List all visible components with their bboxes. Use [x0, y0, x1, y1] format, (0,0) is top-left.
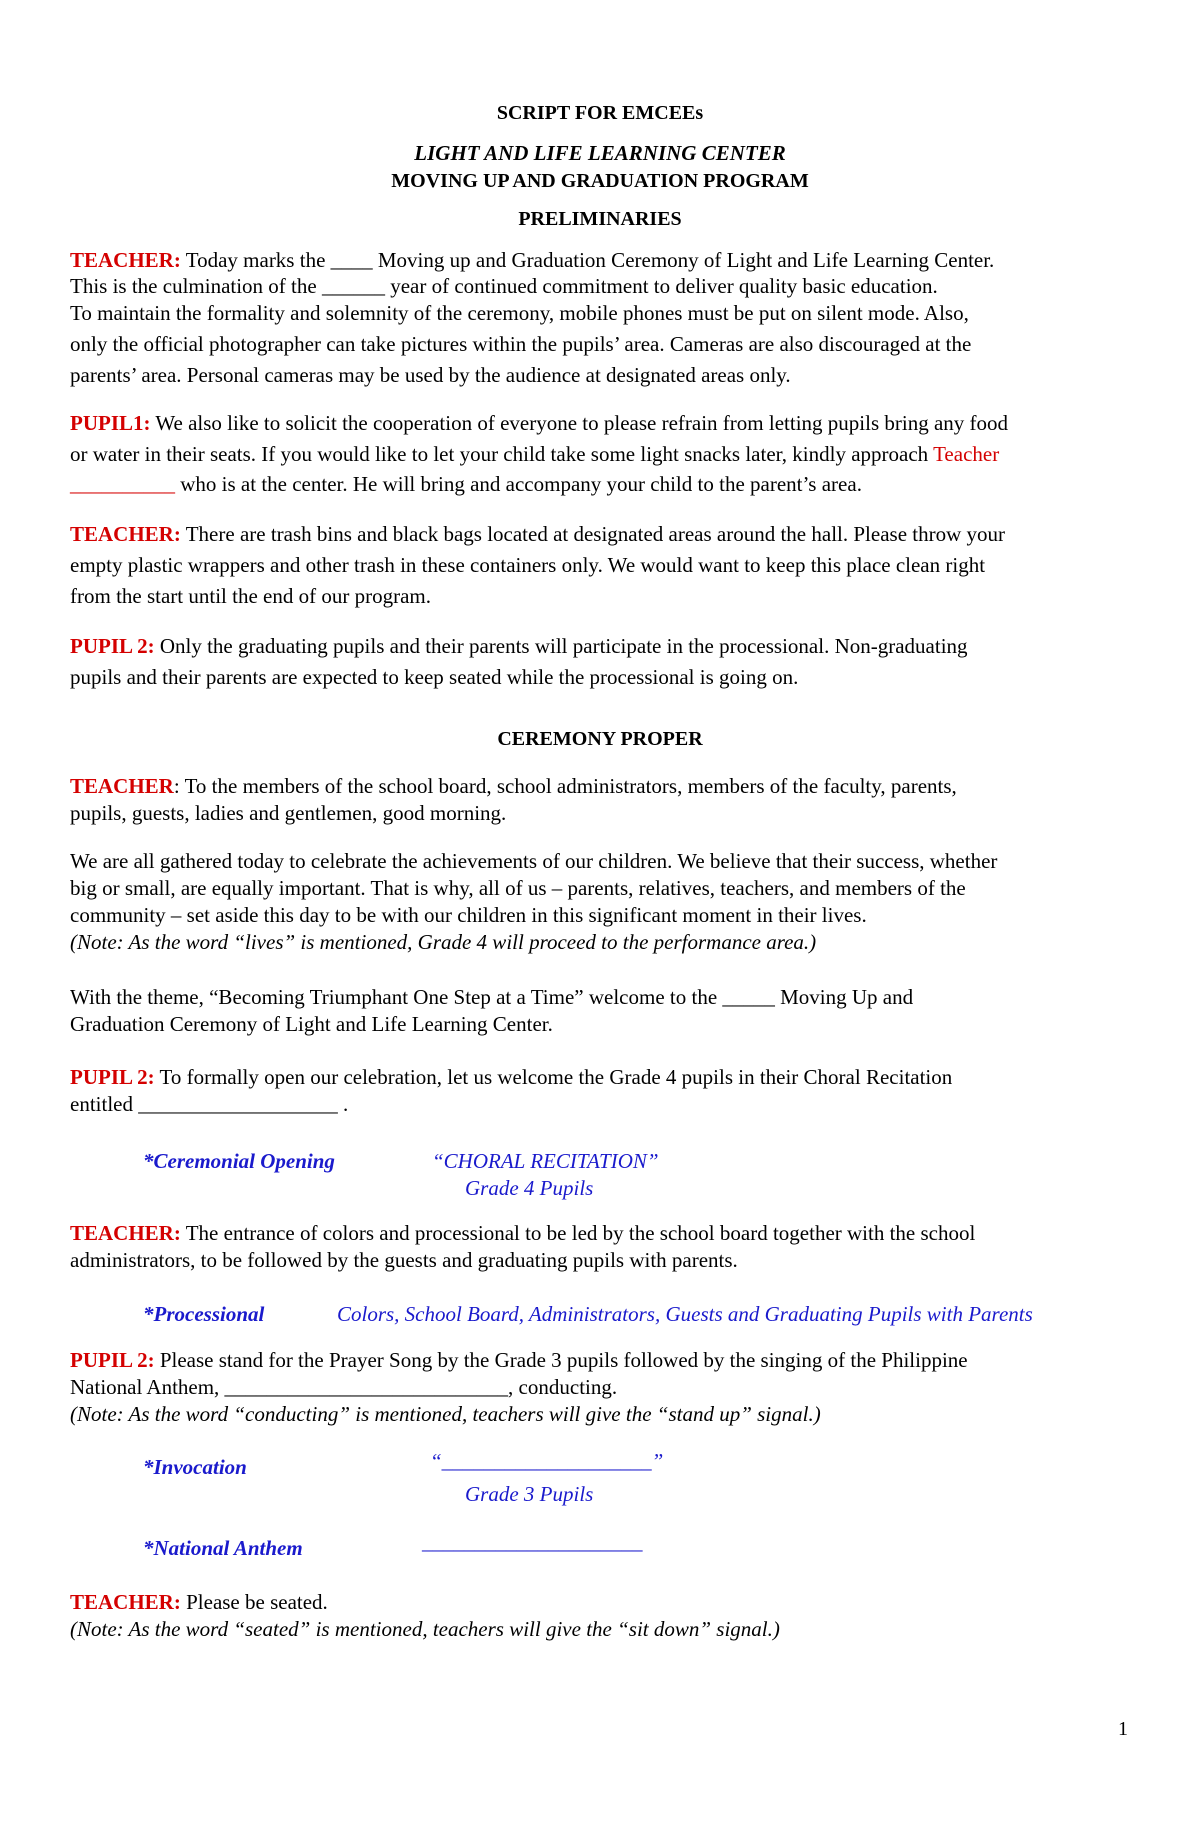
program-item-detail: Colors, School Board, Administrators, Guests and Graduating Pupils with Parents [337, 1302, 1033, 1326]
paragraph-line: TEACHER: To the members of the school board, school administrators, members of the faculty, parents, [70, 774, 957, 798]
speaker-label: TEACHER: [70, 1590, 181, 1614]
program-item-label: *Processional [143, 1302, 265, 1326]
stage-note: (Note: As the word “conducting” is mentioned, teachers will give the “stand up” signal.) [70, 1402, 821, 1426]
speaker-label: TEACHER: [70, 522, 181, 546]
paragraph-line: __________ who is at the center. He will bring and accompany your child to the parent’s area. [70, 472, 862, 496]
paragraph-line: PUPIL 2: Please stand for the Prayer Song by the Grade 3 pupils followed by the singing of the Philippine [70, 1348, 968, 1372]
speaker-label: TEACHER: [70, 248, 181, 272]
school-name: LIGHT AND LIFE LEARNING CENTER [414, 141, 786, 165]
paragraph-line: TEACHER: Please be seated. [70, 1590, 328, 1614]
paragraph-line: TEACHER: The entrance of colors and processional to be led by the school board together with the school [70, 1221, 976, 1245]
paragraph-line: This is the culmination of the ______ year of continued commitment to deliver quality basic education. [70, 274, 938, 298]
program-item-title: “CHORAL RECITATION” [432, 1149, 659, 1173]
program-item-blank: _____________________ [422, 1530, 643, 1554]
speaker-label: TEACHER: [70, 1221, 181, 1245]
paragraph-line: With the theme, “Becoming Triumphant One Step at a Time” welcome to the _____ Moving Up and [70, 985, 914, 1009]
paragraph-line: or water in their seats. If you would like to let your child take some light snacks later, kindly approach Teacher [70, 442, 1000, 466]
program-item-label: *National Anthem [143, 1536, 303, 1560]
paragraph-line: PUPIL1: We also like to solicit the cooperation of everyone to please refrain from letting pupils bring any food [70, 411, 1009, 435]
paragraph-line: PUPIL 2: Only the graduating pupils and their parents will participate in the processional. Non-graduating [70, 634, 968, 658]
speaker-label: PUPIL 2: [70, 1065, 155, 1089]
program-item-title: “____________________” [430, 1449, 664, 1473]
paragraph-line: To maintain the formality and solemnity of the ceremony, mobile phones must be put on silent mode. Also, [70, 301, 969, 325]
paragraph-line: empty plastic wrappers and other trash in these containers only. We would want to keep this place clean right [70, 553, 986, 577]
paragraph-line: Graduation Ceremony of Light and Life Learning Center. [70, 1012, 553, 1036]
paragraph-line: administrators, to be followed by the guests and graduating pupils with parents. [70, 1248, 738, 1272]
paragraph-line: from the start until the end of our program. [70, 584, 431, 608]
preliminaries-heading: PRELIMINARIES [518, 208, 682, 230]
paragraph-line: big or small, are equally important. That is why, all of us – parents, relatives, teachers, and members of the [70, 876, 966, 900]
speaker-label: PUPIL 2: [70, 1348, 155, 1372]
paragraph-line: We are all gathered today to celebrate the achievements of our children. We believe that their success, whether [70, 849, 998, 873]
paragraph-line: TEACHER: There are trash bins and black bags located at designated areas around the hall. Please throw your [70, 522, 1006, 546]
program-item-label: *Invocation [143, 1455, 247, 1479]
paragraph-line: pupils and their parents are expected to keep seated while the processional is going on. [70, 665, 799, 689]
program-item-performer: Grade 4 Pupils [465, 1176, 594, 1200]
script-title: SCRIPT FOR EMCEEs [496, 102, 704, 124]
paragraph-line: parents’ area. Personal cameras may be used by the audience at designated areas only. [70, 363, 791, 387]
page-number: 1 [1118, 1718, 1128, 1740]
paragraph-line: entitled ___________________ . [70, 1092, 349, 1116]
program-item-label: *Ceremonial Opening [143, 1149, 335, 1173]
paragraph-line: only the official photographer can take pictures within the pupils’ area. Cameras are also discouraged at the [70, 332, 972, 356]
speaker-label: PUPIL 2: [70, 634, 155, 658]
speaker-label: PUPIL1: [70, 411, 151, 435]
paragraph-line: pupils, guests, ladies and gentlemen, good morning. [70, 801, 507, 825]
program-name: MOVING UP AND GRADUATION PROGRAM [391, 170, 809, 192]
paragraph-line: community – set aside this day to be with our children in this significant moment in their lives. [70, 903, 867, 927]
paragraph-line: PUPIL 2: To formally open our celebration, let us welcome the Grade 4 pupils in their Choral Recitation [70, 1065, 953, 1089]
program-item-performer: Grade 3 Pupils [465, 1482, 594, 1506]
stage-note: (Note: As the word “lives” is mentioned, Grade 4 will proceed to the performance area.) [70, 930, 817, 954]
ceremony-heading: CEREMONY PROPER [497, 728, 703, 750]
stage-note: (Note: As the word “seated” is mentioned, teachers will give the “sit down” signal.) [70, 1617, 780, 1641]
paragraph-line: National Anthem, ___________________________, conducting. [70, 1375, 618, 1399]
speaker-label: TEACHER [70, 774, 174, 798]
paragraph-line: TEACHER: Today marks the ____ Moving up and Graduation Ceremony of Light and Life Learning Center. [70, 248, 995, 272]
